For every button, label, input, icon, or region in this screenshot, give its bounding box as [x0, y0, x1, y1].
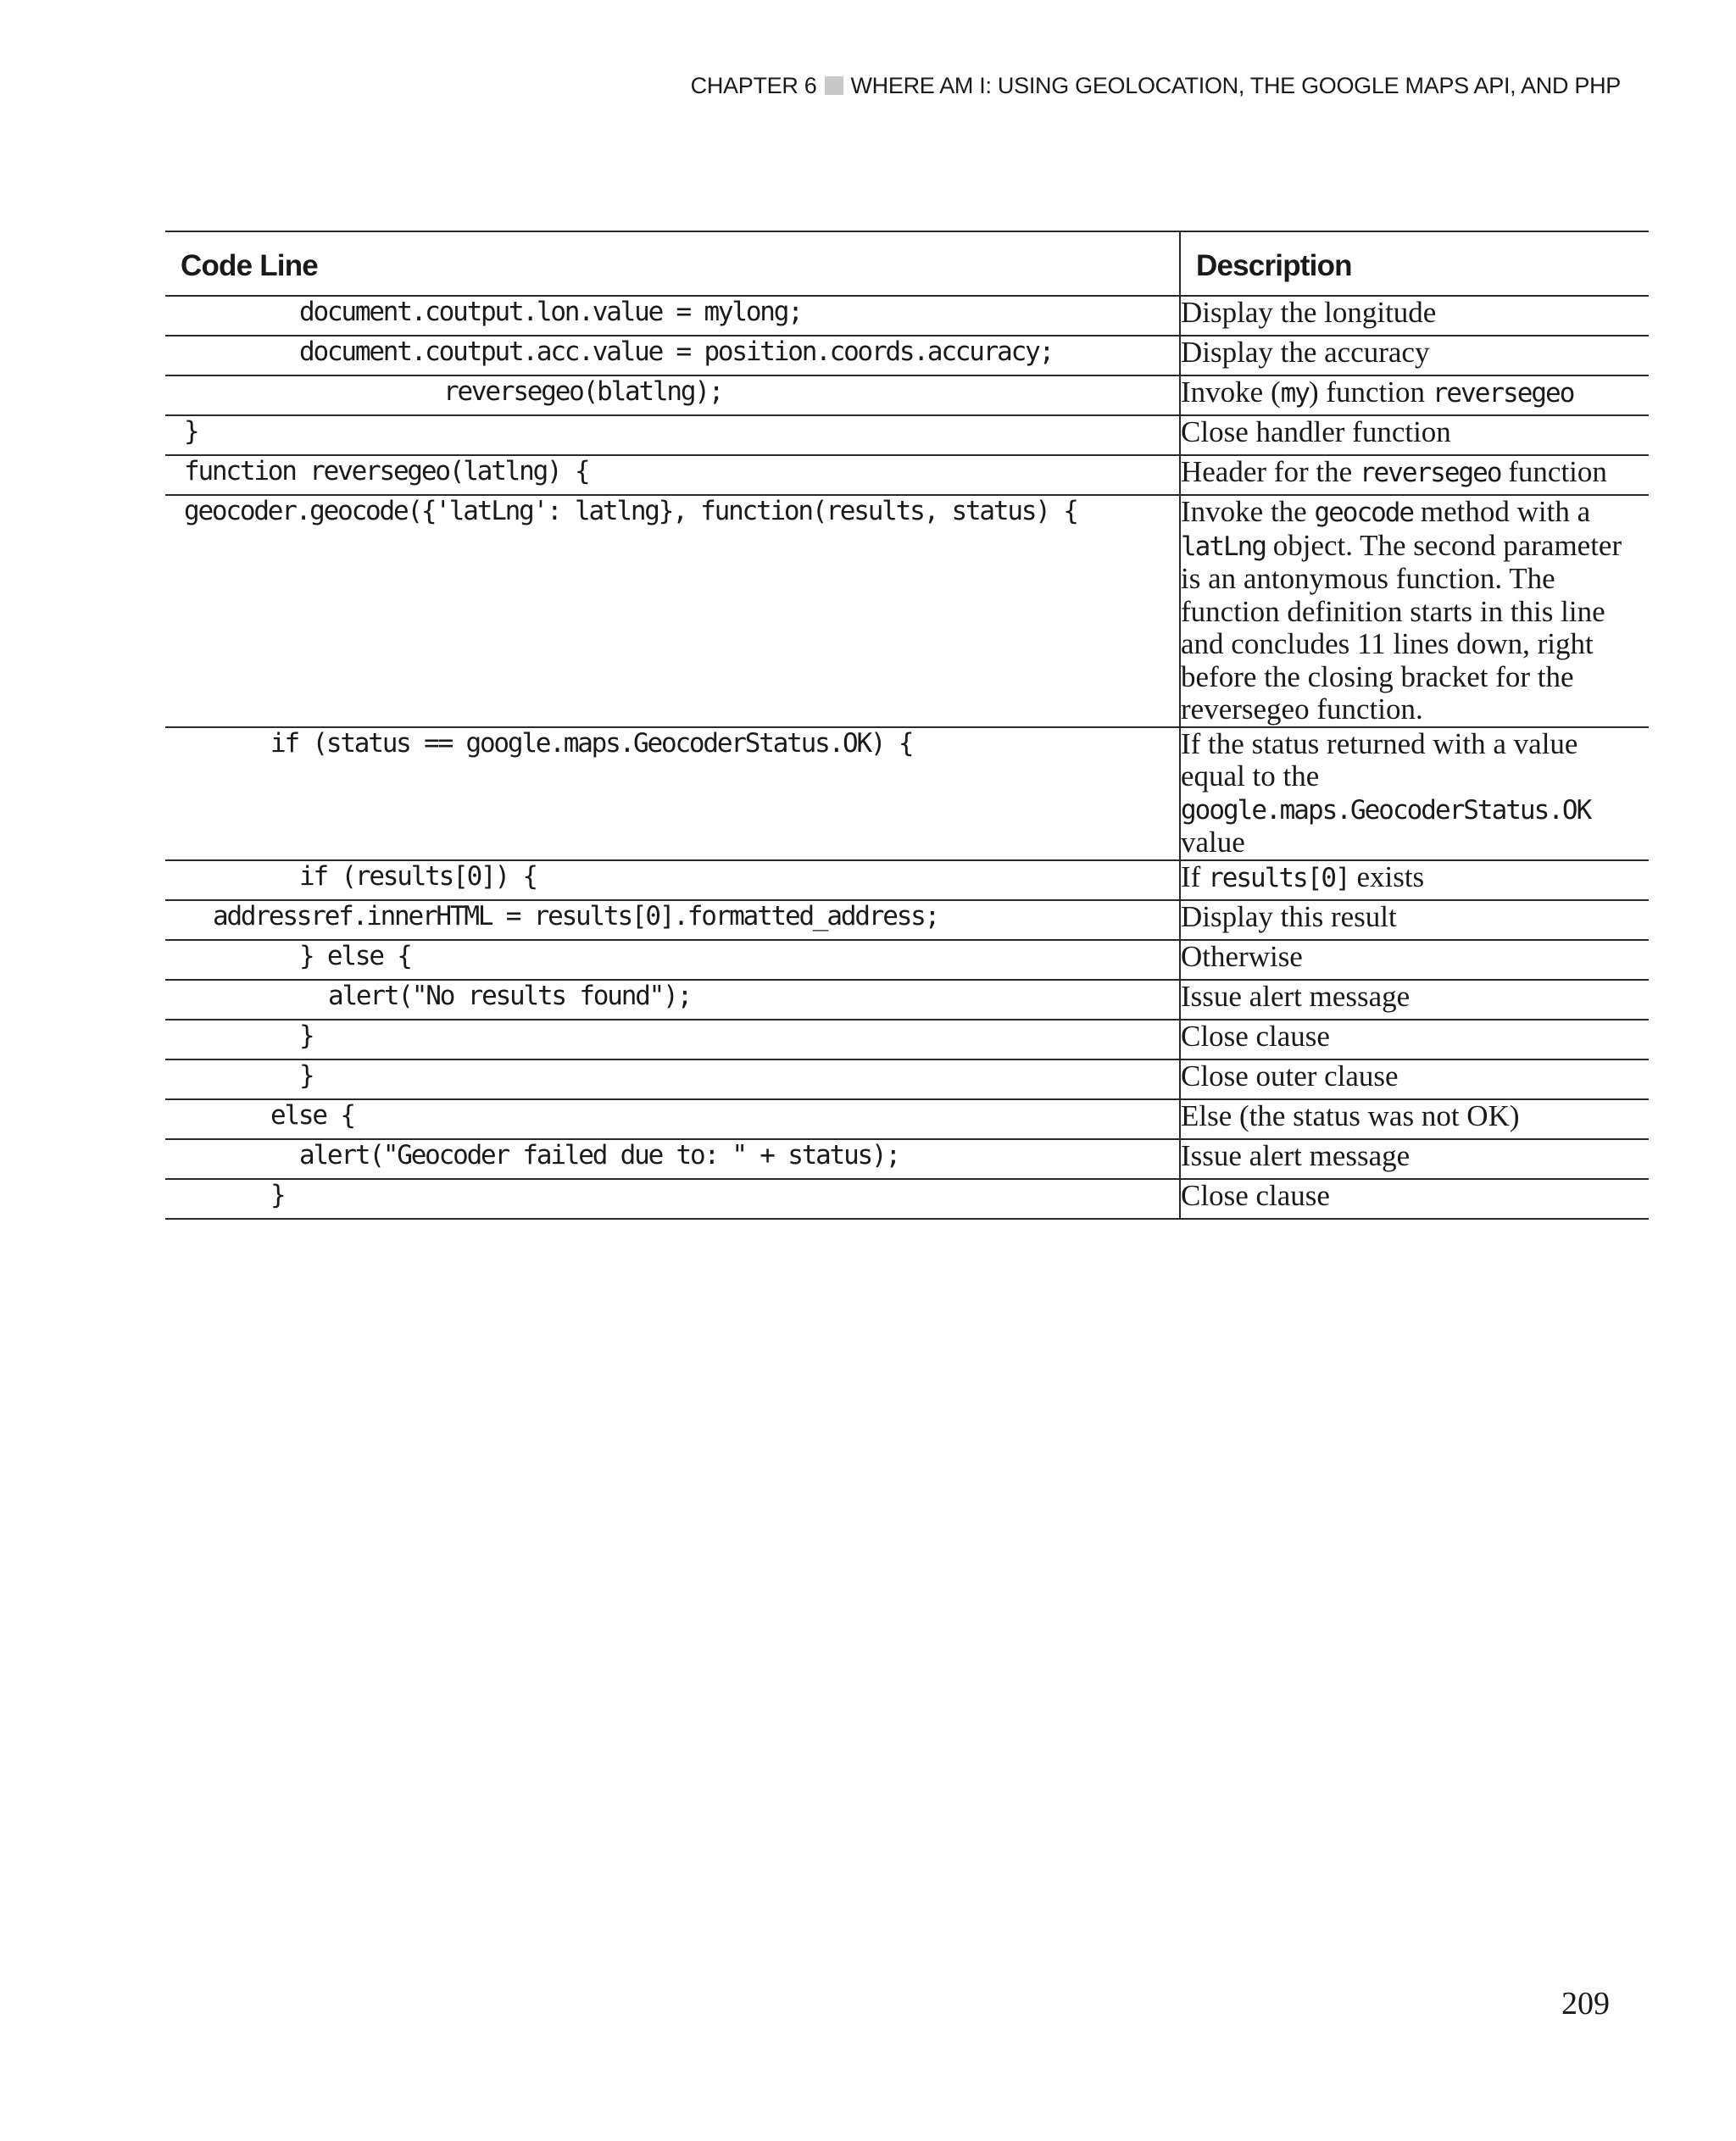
chapter-title: WHERE AM I: USING GEOLOCATION, THE GOOGLE MAPS API, AND PHP	[850, 73, 1621, 98]
code-line-cell: } else {	[165, 940, 1180, 980]
code-line-cell: alert("Geocoder failed due to: " + status);	[165, 1139, 1180, 1179]
code-line-cell: addressref.innerHTML = results[0].formatted_address;	[165, 900, 1180, 940]
table-row	[165, 1020, 1649, 1059]
page-number: 209	[1561, 1986, 1610, 2021]
column-header-description: Description	[1180, 231, 1649, 296]
table-body	[165, 296, 1649, 1219]
description-cell: Else (the status was not OK)	[1180, 1099, 1649, 1139]
code-line-cell: reversegeo(blatlng);	[165, 375, 1180, 415]
code-line-cell: document.coutput.acc.value = position.coords.accuracy;	[165, 336, 1180, 375]
table-row	[165, 415, 1649, 455]
inline-code: latLng	[1181, 531, 1266, 562]
code-line-cell: if (results[0]) {	[165, 860, 1180, 900]
description-cell: Issue alert message	[1180, 980, 1649, 1020]
code-description-table	[165, 231, 1649, 1220]
inline-code: reversegeo	[1432, 378, 1574, 409]
inline-code: google.maps.GeocoderStatus.OK	[1181, 794, 1591, 826]
description-text: If the status returned with a value equal to the	[1181, 726, 1578, 792]
description-text: Invoke the	[1181, 495, 1315, 528]
separator-square-icon	[825, 76, 843, 95]
running-header	[691, 73, 1621, 99]
description-cell: Display the accuracy	[1180, 336, 1649, 375]
description-text: value	[1181, 826, 1245, 859]
description-cell	[1180, 727, 1649, 860]
description-cell	[1180, 860, 1649, 900]
description-cell: Close handler function	[1180, 415, 1649, 455]
description-text: function	[1500, 455, 1607, 488]
description-cell: Otherwise	[1180, 940, 1649, 980]
description-cell	[1180, 495, 1649, 727]
code-line-cell: function reversegeo(latlng) {	[165, 455, 1180, 495]
description-text: object. The second parameter is an antonymous function. The function definition starts in this line and concludes 11 lines down, right before the closing bracket for the reversegeo function.	[1181, 528, 1622, 726]
description-cell: Close outer clause	[1180, 1059, 1649, 1099]
table-row	[165, 1179, 1649, 1219]
code-line-cell: else {	[165, 1099, 1180, 1139]
inline-code: geocode	[1314, 498, 1414, 528]
table-row	[165, 1059, 1649, 1099]
code-line-cell: }	[165, 415, 1180, 455]
table-row	[165, 980, 1649, 1020]
code-line-cell: alert("No results found");	[165, 980, 1180, 1020]
description-text: exists	[1349, 859, 1425, 893]
table-row	[165, 455, 1649, 495]
description-text: ) function	[1308, 375, 1433, 409]
table-row	[165, 1139, 1649, 1179]
inline-code: my	[1280, 378, 1309, 409]
column-header-code-line: Code Line	[165, 231, 1180, 296]
table-row	[165, 900, 1649, 940]
table-row	[165, 1099, 1649, 1139]
code-line-cell: if (status == google.maps.GeocoderStatus.OK) {	[165, 727, 1180, 860]
description-cell	[1180, 455, 1649, 495]
code-line-cell: }	[165, 1020, 1180, 1059]
table-row	[165, 336, 1649, 375]
description-text: Header for the	[1181, 455, 1360, 488]
table-row	[165, 375, 1649, 415]
table-row	[165, 940, 1649, 980]
table-row	[165, 727, 1649, 860]
table-row	[165, 296, 1649, 336]
inline-code: reversegeo	[1359, 458, 1501, 488]
chapter-label: CHAPTER 6	[690, 73, 817, 98]
description-cell	[1180, 375, 1649, 415]
description-cell: Close clause	[1180, 1179, 1649, 1219]
description-cell: Issue alert message	[1180, 1139, 1649, 1179]
table-header-row	[165, 231, 1649, 296]
description-text: If	[1181, 859, 1209, 893]
code-line-cell: geocoder.geocode({'latLng': latlng}, function(results, status) {	[165, 495, 1180, 727]
description-text: Invoke (	[1181, 375, 1281, 409]
description-cell: Display the longitude	[1180, 296, 1649, 336]
table-row	[165, 860, 1649, 900]
code-line-cell: document.coutput.lon.value = mylong;	[165, 296, 1180, 336]
code-line-cell: }	[165, 1059, 1180, 1099]
table-row	[165, 495, 1649, 727]
description-cell: Close clause	[1180, 1020, 1649, 1059]
inline-code: results[0]	[1208, 862, 1349, 893]
description-cell: Display this result	[1180, 900, 1649, 940]
description-text: method with a	[1413, 495, 1591, 528]
code-line-cell: }	[165, 1179, 1180, 1219]
